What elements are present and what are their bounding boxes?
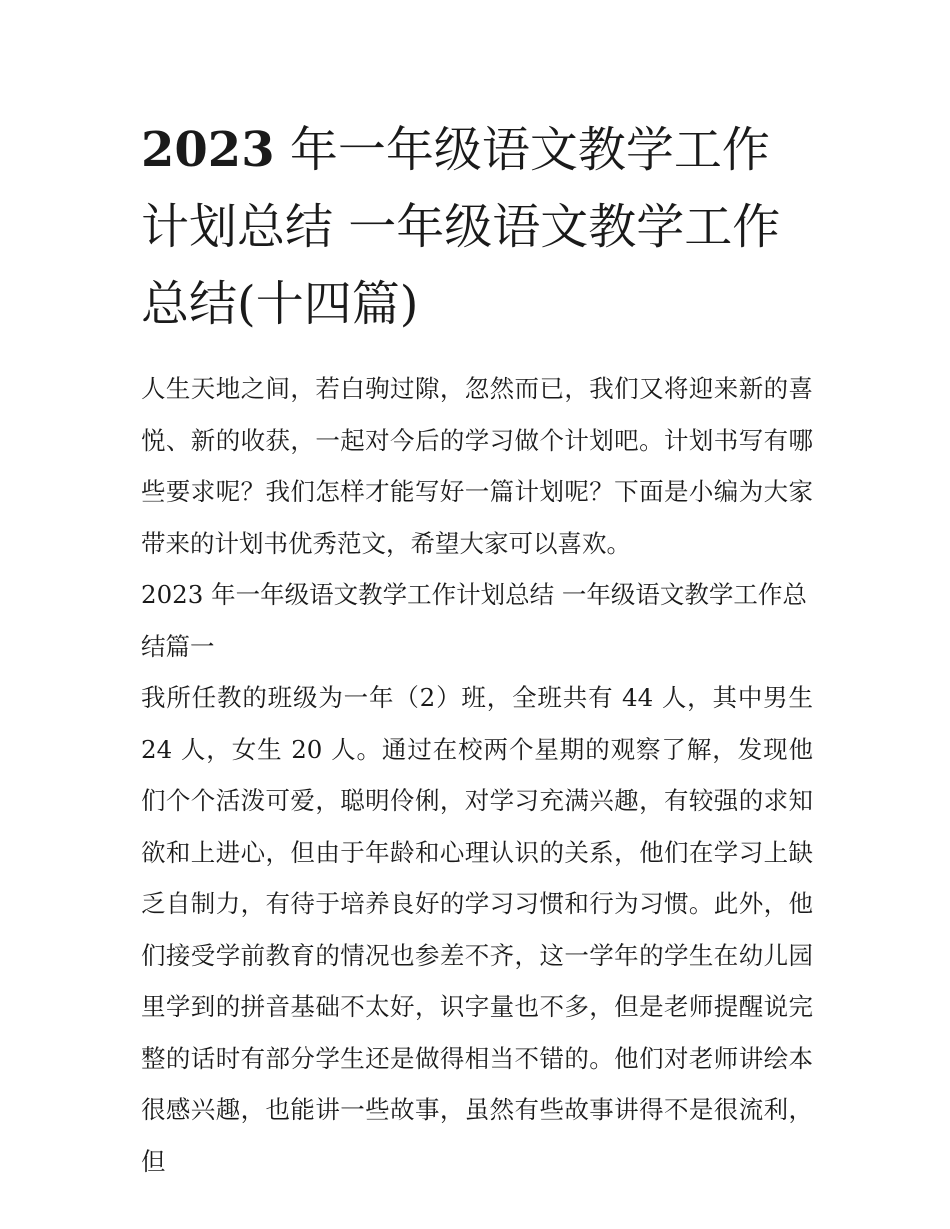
body-paragraph: 我所任教的班级为一年（2）班，全班共有 44 人，其中男生 24 人，女生 20 人。通过在校两个星期的观察了解，发现他们个个活泼可爱，聪明伶俐，对学习充满兴趣，有较强的求知欲和上进心，但由于年龄和心理认识的关系，他们在学习上缺乏自制力，有待于培养良好的学习习惯和行为习惯。此外，他们接受学前教育的情况也参差不齐，这一学年的学生在幼儿园里学到的拼音基础不太好，识字量也不多，但是老师提醒说完整的话时有部分学生还是做得相当不错的。他们对老师讲绘本很感兴趣，也能讲一些故事，虽然有些故事讲得不是很流利，但 [141,683,813,1176]
title-year: 2023 [141,122,275,178]
section-heading: 2023 年一年级语文教学工作计划总结 一年级语文教学工作总结篇一 [141,580,807,661]
title-text: 年一年级语文教学工作计划总结 一年级语文教学工作总结(十四篇) [141,122,781,332]
document-title [141,112,813,343]
document-content [141,112,813,1187]
intro-paragraph: 人生天地之间，若白驹过隙，忽然而已，我们又将迎来新的喜悦、新的收获，一起对今后的学习做个计划吧。计划书写有哪些要求呢？我们怎样才能写好一篇计划呢？下面是小编为大家带来的计划书优秀范文，希望大家可以喜欢。 [141,374,813,558]
